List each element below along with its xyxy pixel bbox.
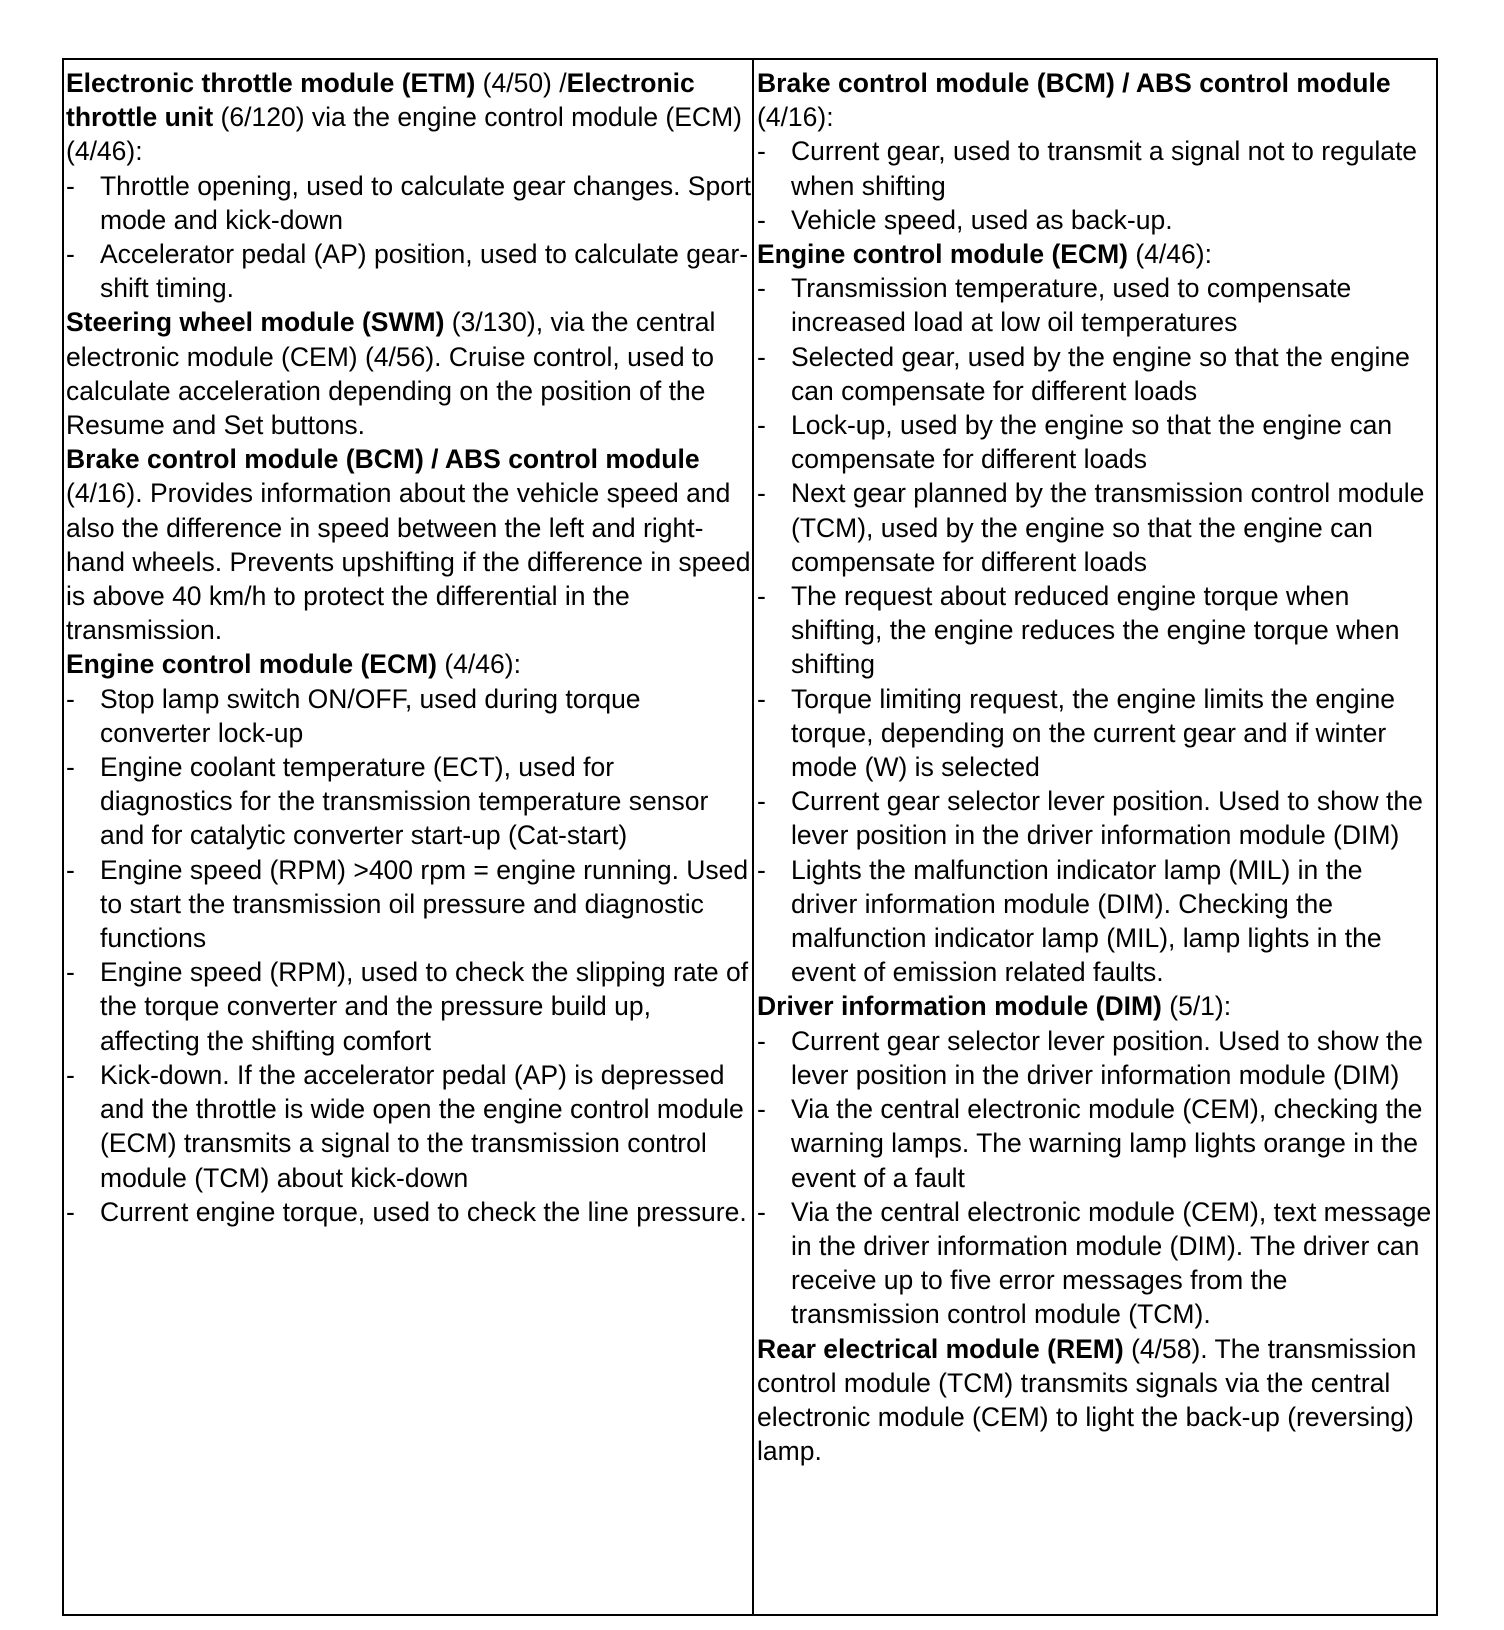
list-item: - Current engine torque, used to check the line pressure. [66, 1195, 752, 1229]
list-item: - Current gear selector lever position. Used to show the lever position in the driver information module (DIM) [757, 1024, 1436, 1092]
left-section-3-list [66, 682, 752, 1229]
left-section-brake-control-module-bcm-abs-control-mod [66, 442, 752, 647]
list-item: - Lights the malfunction indicator lamp (MIL) in the driver information module (DIM). Checking the malfunction indicator lamp (MIL), lamp lights in the event of emission related faults. [757, 853, 1436, 990]
list-item: - Next gear planned by the transmission control module (TCM), used by the engine so that the engine can compensate for different loads [757, 476, 1436, 579]
section-text: (4/50) / [475, 68, 567, 98]
module-name: Driver information module (DIM) [757, 991, 1162, 1022]
left-column [64, 60, 754, 1614]
list-item: - Engine coolant temperature (ECT), used for diagnostics for the transmission temperature sensor and for catalytic converter start-up (Cat-start) [66, 750, 752, 853]
list-item: - Via the central electronic module (CEM), text message in the driver information module (DIM). The driver can receive up to five error messages from the transmission control module (TCM). [757, 1195, 1436, 1332]
list-item: - The request about reduced engine torque when shifting, the engine reduces the engine torque when shifting [757, 579, 1436, 682]
list-item: - Torque limiting request, the engine limits the engine torque, depending on the current gear and if winter mode (W) is selected [757, 682, 1436, 785]
list-item: - Via the central electronic module (CEM), checking the warning lamps. The warning lamp lights orange in the event of a fault [757, 1092, 1436, 1195]
module-name: Electronic throttle module (ETM) [66, 68, 476, 98]
list-item: - Throttle opening, used to calculate gear changes. Sport mode and kick-down [66, 169, 752, 237]
section-text: (4/46): [437, 649, 521, 680]
right-section-1-list [757, 271, 1436, 989]
right-section-brake-control-module-bcm-abs-control-mod [757, 66, 1436, 134]
section-text: (6/120) via the engine control module (ECM) (4/46): [66, 102, 742, 167]
module-name: Brake control module (BCM) / ABS control module [66, 444, 700, 475]
module-name: Brake control module (BCM) / ABS control module [757, 68, 1391, 98]
right-column [754, 60, 1436, 1614]
section-text: (4/16). Provides information about the vehicle speed and also the difference in speed between the left and right-hand wheels. Prevents upshifting if the difference in speed is above 40 km/h to protect the differential in the transmission. [66, 478, 751, 646]
module-name: Electronic throttle unit [66, 68, 695, 133]
left-section-engine-control-module-ecm [66, 647, 752, 681]
right-section-2-list [757, 1024, 1436, 1332]
module-name: Steering wheel module (SWM) [66, 307, 445, 338]
list-item: - Current gear, used to transmit a signal not to regulate when shifting [757, 134, 1436, 202]
list-item: - Vehicle speed, used as back-up. [757, 203, 1436, 237]
module-name: Rear electrical module (REM) [757, 1333, 1124, 1364]
left-section-steering-wheel-module-swm [66, 305, 752, 442]
section-text: (5/1): [1161, 991, 1232, 1022]
document-table [62, 58, 1438, 1616]
right-section-engine-control-module-ecm [757, 237, 1436, 271]
left-section-electronic-throttle-module-etm [66, 66, 752, 169]
right-section-rear-electrical-module-rem [757, 1332, 1436, 1469]
list-item: - Accelerator pedal (AP) position, used to calculate gear-shift timing. [66, 237, 752, 305]
section-text: (4/16): [757, 102, 834, 133]
list-item: - Selected gear, used by the engine so that the engine can compensate for different loads [757, 340, 1436, 408]
list-item: - Engine speed (RPM), used to check the slipping rate of the torque converter and the pressure build up, affecting the shifting comfort [66, 955, 752, 1058]
section-text: (3/130), via the central electronic module (CEM) (4/56). Cruise control, used to calculate acceleration depending on the position of the Resume and Set buttons. [66, 307, 716, 441]
module-name: Engine control module (ECM) [66, 649, 437, 680]
section-text: (4/46): [1128, 239, 1212, 270]
left-section-0-list [66, 169, 752, 306]
list-item: - Transmission temperature, used to compensate increased load at low oil temperatures [757, 271, 1436, 339]
section-text: (4/58). The transmission control module (TCM) transmits signals via the central electronic module (CEM) to light the back-up (reversing) lamp. [757, 1333, 1417, 1467]
module-name: Engine control module (ECM) [757, 239, 1128, 270]
list-item: - Kick-down. If the accelerator pedal (AP) is depressed and the throttle is wide open the engine control module (ECM) transmits a signal to the transmission control module (TCM) about kick-down [66, 1058, 752, 1195]
list-item: - Engine speed (RPM) >400 rpm = engine running. Used to start the transmission oil pressure and diagnostic functions [66, 853, 752, 956]
right-section-driver-information-module-dim [757, 989, 1436, 1023]
list-item: - Stop lamp switch ON/OFF, used during torque converter lock-up [66, 682, 752, 750]
right-section-0-list [757, 134, 1436, 237]
list-item: - Lock-up, used by the engine so that the engine can compensate for different loads [757, 408, 1436, 476]
list-item: - Current gear selector lever position. Used to show the lever position in the driver information module (DIM) [757, 784, 1436, 852]
